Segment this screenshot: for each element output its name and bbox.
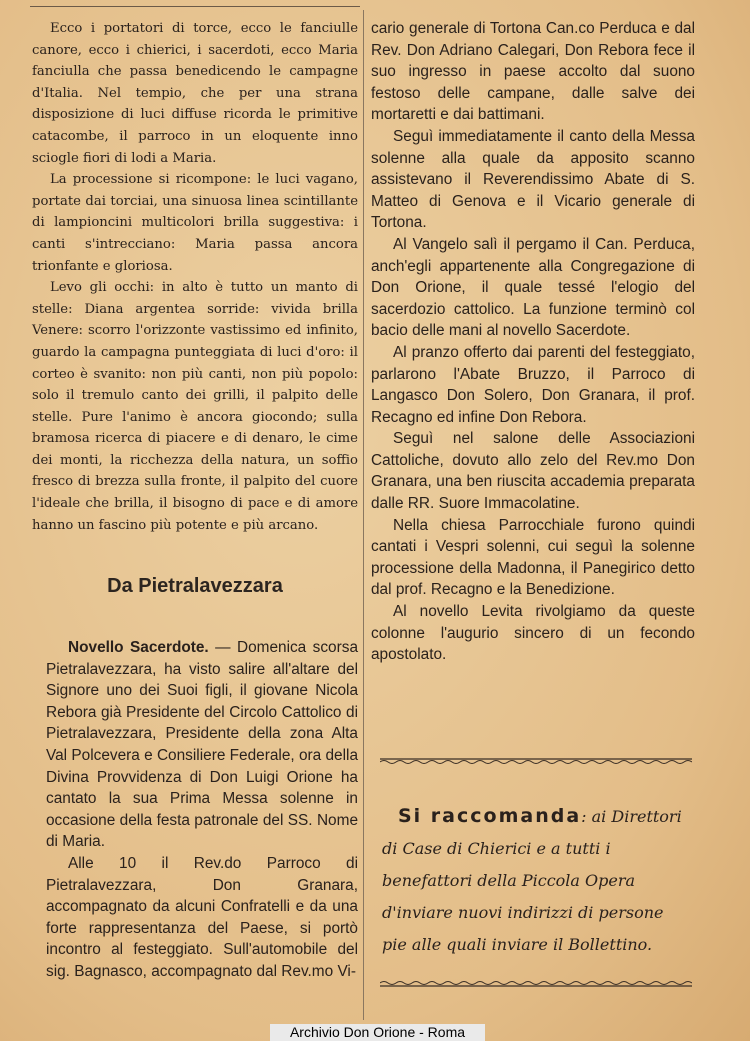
left-paragraph-3: Levo gli occhi: in alto è tutto un manto di stelle: Diana argentea sorride: vivida brilla Venere: scorro l'orizzonte vastissimo ed infinito, guardo la campagna punteggiata di luci d'oro: il corteo è svanito: non più canti, non più popolo: solo il tremulo canto dei grilli, il palpito delle stelle. Pure l'animo è ancora giocondo; sulla bramosa ricerca di piacere e di denaro, le cime dei monti, la ricchezza della natura, un soffio fresco di brezza sulla fronte, il palpito del cuore l'ideale che brilla, il bisogno di pace e di amore hanno un fascino più potente e più arcano. [32, 280, 358, 533]
article-paragraph-2: Alle 10 il Rev.do Parroco di Pietralavezzara, Don Granara, accompagnato da alcuni Confratelli e da una forte rappresentanza del Paese, si portò incontro al festeggiato. Sull'automobile del sig. Bagnasco, accompagnato dal Rev.mo Vi- [46, 854, 358, 980]
right-paragraph-3: Al Vangelo salì il pergamo il Can. Perduca, anch'egli appartenente alla Congregazione di Don Orione, il quale tessé l'elogio del sacerdozio cattolico. La funzione terminò col bacio delle mani al novello Sacerdote. [371, 235, 695, 340]
right-paragraph-4: Al pranzo offerto dai parenti del festeggiato, parlarono l'Abate Bruzzo, il Parroco di Langasco Don Solero, Don Granara, il prof. Recagno ed infine Don Rebora. [371, 343, 695, 426]
right-paragraph-2: Seguì immediatamente il canto della Messa solenne alla quale da apposito scanno assistevano il Reverendissimo Abate di S. Matteo di Genova e il Vicario generale di Tortona. [371, 127, 695, 232]
right-paragraph-6: Nella chiesa Parrocchiale furono quindi cantati i Vespri solenni, cui seguì la solenne processione della Madonna, il Panegirico detto dal prof. Recagno e la Benedizione. [371, 516, 695, 599]
article-paragraph-1 [46, 637, 358, 853]
article-paragraph-1-text: — Domenica scorsa Pietralavezzara, ha visto salire all'altare del Signore uno dei Suoi figli, il giovane Nicola Rebora già Presidente del Circolo Cattolico di Pietralavezzara, Presidente della zona Alta Val Polcevera e Consiliere Federale, ora della Divina Provvidenza di Don Luigi Orione ha cantato la sua Prima Messa solenne in occasione della festa patronale del SS. Nome di Maria. [46, 639, 359, 851]
right-paragraph-1: cario generale di Tortona Can.co Perduca e dal Rev. Don Adriano Calegari, Don Rebora fece il suo ingresso in paese accolto dal suono festoso delle campane, dalle salve dei mortaretti e dai battimani. [371, 20, 695, 124]
section-title: Da Pietralavezzara [107, 575, 283, 597]
right-paragraph-5: Seguì nel salone delle Associazioni Cattoliche, dovuto allo zelo del Rev.mo Don Granara, una ben riuscita accademia preparata dalle RR. Suore Immacolatine. [371, 430, 695, 513]
right-paragraph-7: Al novello Levita rivolgiamo da queste colonne l'augurio sincero di un fecondo apostolato. [371, 603, 695, 664]
right-column [371, 18, 695, 666]
notice-keyword: Si raccomanda [398, 805, 582, 827]
notice-text: : ai Direttori di Case di Chierici e a tutti i benefattori della Piccola Opera d'inviare nuovi indirizzi di persone pie alle quali inviare il Bollettino. [382, 807, 682, 954]
article-body [46, 637, 358, 983]
archive-footer: Archivio Don Orione - Roma [270, 1024, 485, 1041]
top-rule [30, 6, 360, 7]
left-column [32, 18, 358, 536]
column-divider [363, 10, 364, 1020]
left-paragraph-2: La processione si ricompone: le luci vagano, portate dai torciai, una sinuosa linea scintillante di lampioncini multicolori brilla suggestiva: i canti s'intrecciano: Maria passa ancora trionfante e gloriosa. [32, 172, 358, 274]
ornamental-divider-bottom [380, 980, 692, 988]
article-lead: Novello Sacerdote. [68, 639, 209, 656]
notice-box [382, 800, 692, 961]
left-paragraph-1: Ecco i portatori di torce, ecco le fanciulle canore, ecco i chierici, i sacerdoti, ecco Maria fanciulla che passa benedicendo le campagne d'Italia. Nel tempio, che per una strana disposizione di luci diffuse ricorda le primitive catacombe, il parroco in un eloquente inno sciogle fiori di lodi a Maria. [32, 21, 358, 166]
ornamental-divider-top [380, 757, 692, 765]
